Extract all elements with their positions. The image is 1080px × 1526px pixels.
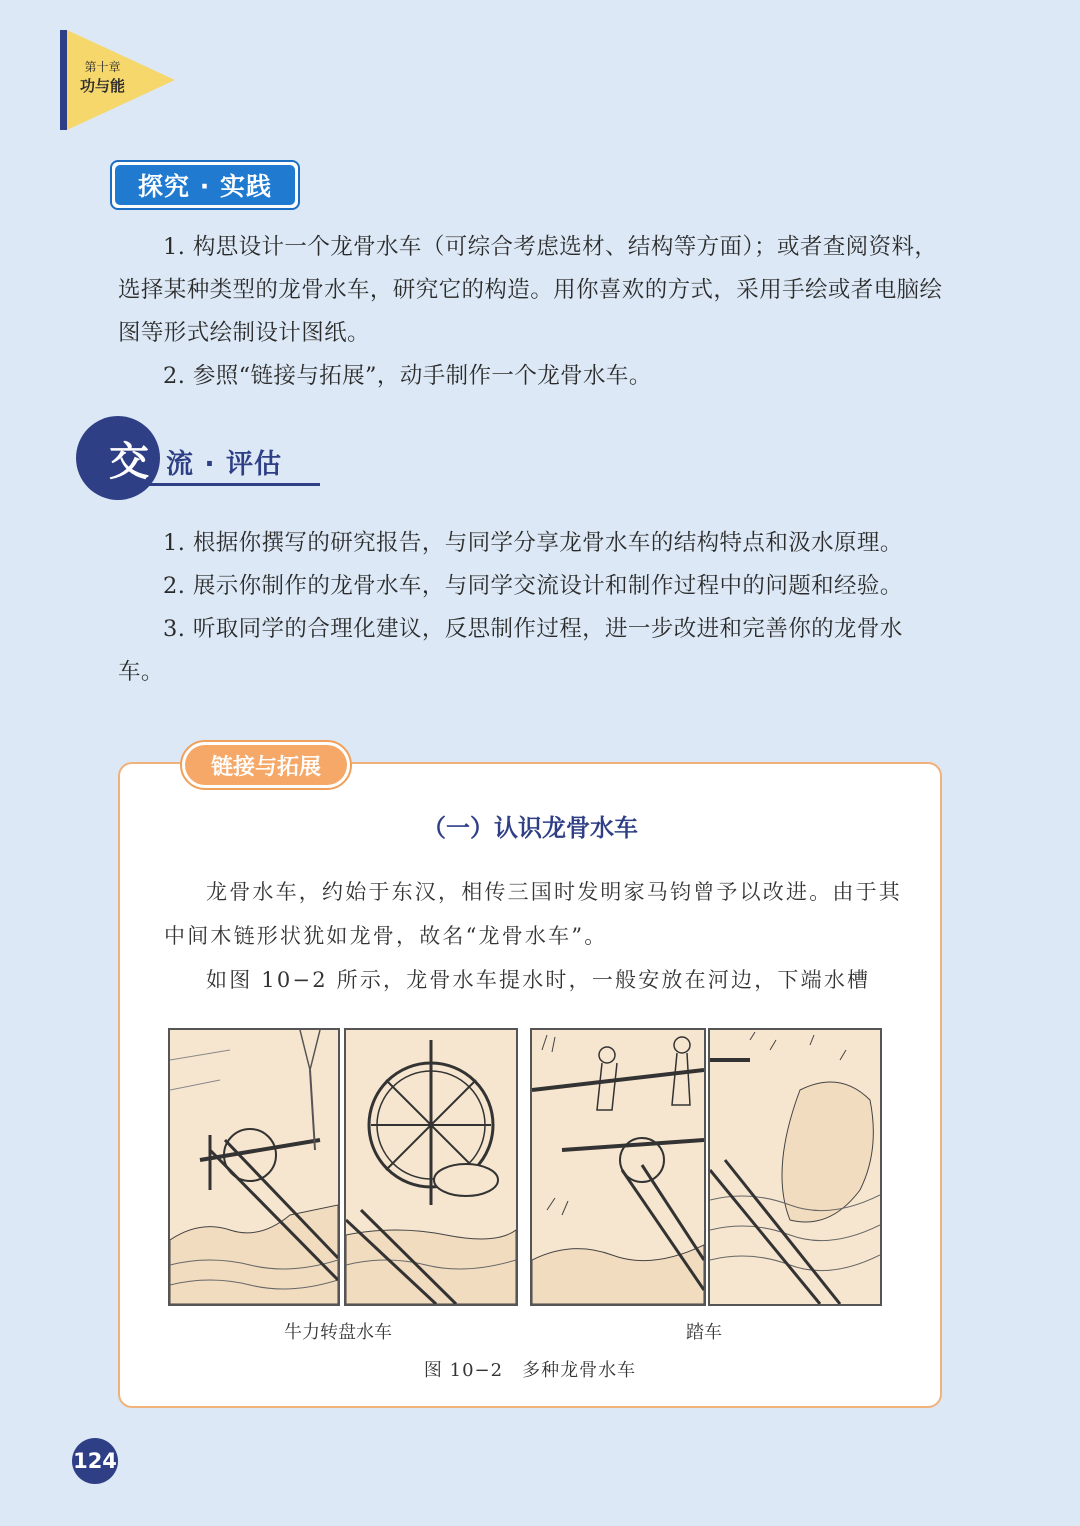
exchange-heading — [76, 416, 326, 506]
treadle-illustration — [532, 1030, 704, 1304]
explore-items — [118, 226, 948, 398]
illustration-ox-wheel-right — [344, 1028, 518, 1306]
illustration-treadle-right — [708, 1028, 882, 1306]
exchange-title: 流 · 评估 — [166, 449, 283, 480]
caption-treadle: 踏车 — [686, 1322, 722, 1343]
extension-badge — [180, 740, 352, 790]
explore-badge — [110, 160, 300, 210]
illustration-ox-wheel-left — [168, 1028, 340, 1306]
chapter-label — [80, 58, 125, 96]
page-number: 124 — [72, 1438, 118, 1484]
extension-paragraph-2: 如图 10−2 所示，龙骨水车提水时，一般安放在河边，下端水槽 — [206, 968, 871, 992]
extension-text — [164, 870, 904, 1002]
exchange-item-3: 3. 听取同学的合理化建议，反思制作过程，进一步改进和完善你的龙骨水车。 — [118, 616, 903, 685]
riverbank-illustration — [710, 1030, 880, 1304]
ox-turntable-illustration — [346, 1030, 516, 1304]
chapter-bar — [60, 30, 67, 130]
explore-badge-label: 探究 · 实践 — [115, 165, 295, 205]
waterwheel-illustration — [170, 1030, 338, 1304]
extension-paragraph-1: 龙骨水车，约始于东汉，相传三国时发明家马钧曾予以改进。由于其中间木链形状犹如龙骨，故名“龙骨水车”。 — [164, 880, 902, 948]
figure-title: 图 10−2 多种龙骨水车 — [423, 1360, 637, 1381]
chapter-tab — [60, 30, 190, 130]
explore-item-2: 2. 参照“链接与拓展”，动手制作一个龙骨水车。 — [163, 363, 652, 389]
exchange-items — [118, 522, 948, 694]
illustration-treadle-left — [530, 1028, 706, 1306]
exchange-item-2: 2. 展示你制作的龙骨水车，与同学交流设计和制作过程中的问题和经验。 — [163, 573, 903, 599]
exchange-circle: 交 — [76, 416, 160, 500]
extension-title: （一）认识龙骨水车 — [422, 814, 638, 842]
chapter-title: 功与能 — [80, 77, 126, 95]
explore-item-1: 1. 构思设计一个龙骨水车（可综合考虑选材、结构等方面）；或者查阅资料，选择某种类型的龙骨水车，研究它的构造。用你喜欢的方式，采用手绘或者电脑绘图等形式绘制设计图纸。 — [118, 234, 943, 346]
exchange-item-1: 1. 根据你撰写的研究报告，与同学分享龙骨水车的结构特点和汲水原理。 — [163, 530, 903, 556]
caption-ox-wheel: 牛力转盘水车 — [284, 1322, 392, 1343]
chapter-number: 第十章 — [84, 60, 121, 74]
extension-badge-label: 链接与拓展 — [185, 745, 347, 785]
